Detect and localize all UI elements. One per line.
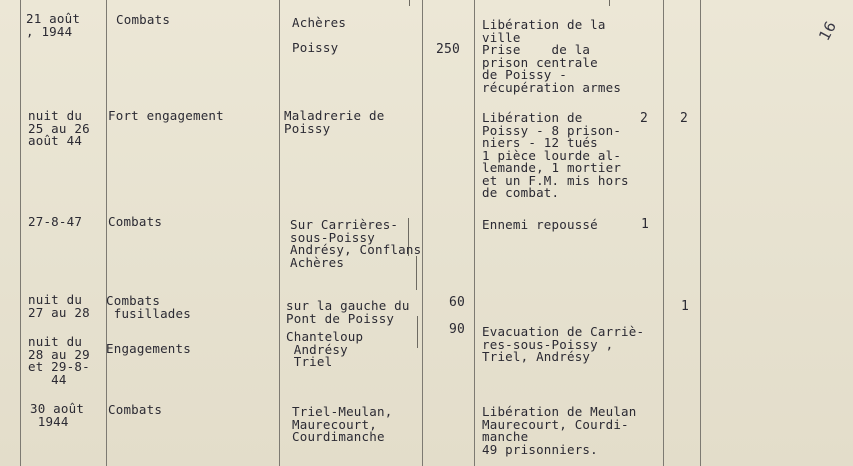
- row-places: Triel-Meulan, Maurecourt, Courdimanche: [292, 404, 393, 444]
- row-places: sur la gauche du Pont de Poissy: [286, 298, 410, 326]
- row-action: Fort engagement: [108, 108, 224, 123]
- row-action: Engagements: [106, 341, 191, 356]
- row-action: Combats: [116, 12, 171, 27]
- row-places: Chanteloup Andrésy Triel: [286, 329, 364, 369]
- row-col-a: 2: [640, 111, 649, 126]
- row-count: 250: [436, 42, 461, 57]
- row-results: Libération de la ville Prise de la prison centrale de Poissy - récupération armes: [482, 17, 622, 95]
- row-count: 60: [449, 295, 466, 310]
- row-places: Maladrerie de Poissy: [284, 108, 385, 136]
- row-action: Combats: [108, 214, 163, 229]
- column-rule: [700, 0, 701, 466]
- row-col-b: 2: [680, 111, 689, 126]
- page-number: 16: [815, 18, 840, 44]
- row-date: 27-8-47: [28, 214, 83, 229]
- row-action: Combats fusillades: [106, 293, 191, 321]
- column-rule: [474, 0, 475, 466]
- row-results: Ennemi repoussé: [482, 217, 598, 232]
- column-rule: [20, 0, 21, 466]
- row-date: 30 août 1944: [30, 401, 85, 429]
- row-date: 21 août , 1944: [26, 11, 81, 39]
- row-results: Libération de Meulan Maurecourt, Courdi- manche 49 prisonniers.: [482, 404, 637, 457]
- column-rule: [106, 0, 107, 466]
- row-results: Libération de Poissy - 8 prison- niers - 12 tués 1 pièce lourde al- lemande, 1 mortier et un F.M. mis hors de combat.: [482, 110, 629, 200]
- row-count: 90: [449, 322, 466, 337]
- column-rule: [663, 0, 664, 466]
- row-col-b: 1: [681, 299, 690, 314]
- column-rule: [422, 0, 423, 466]
- row-date: nuit du 27 au 28: [28, 292, 90, 320]
- row-date: nuit du 28 au 29 et 29-8- 44: [28, 334, 90, 387]
- top-tick: [609, 0, 610, 6]
- column-rule: [279, 0, 280, 466]
- bracket-line: [417, 316, 418, 348]
- row-action: Combats: [108, 402, 163, 417]
- top-tick: [409, 0, 410, 6]
- row-results: Evacuation de Carriè- res-sous-Poissy , Triel, Andrésy: [482, 324, 645, 364]
- row-places: Achères Poissy: [292, 15, 347, 55]
- row-places: Sur Carrières- sous-Poissy Andrésy, Conflans Achères: [290, 217, 422, 270]
- row-date: nuit du 25 au 26 août 44: [28, 108, 90, 148]
- row-col-a: 1: [641, 217, 650, 232]
